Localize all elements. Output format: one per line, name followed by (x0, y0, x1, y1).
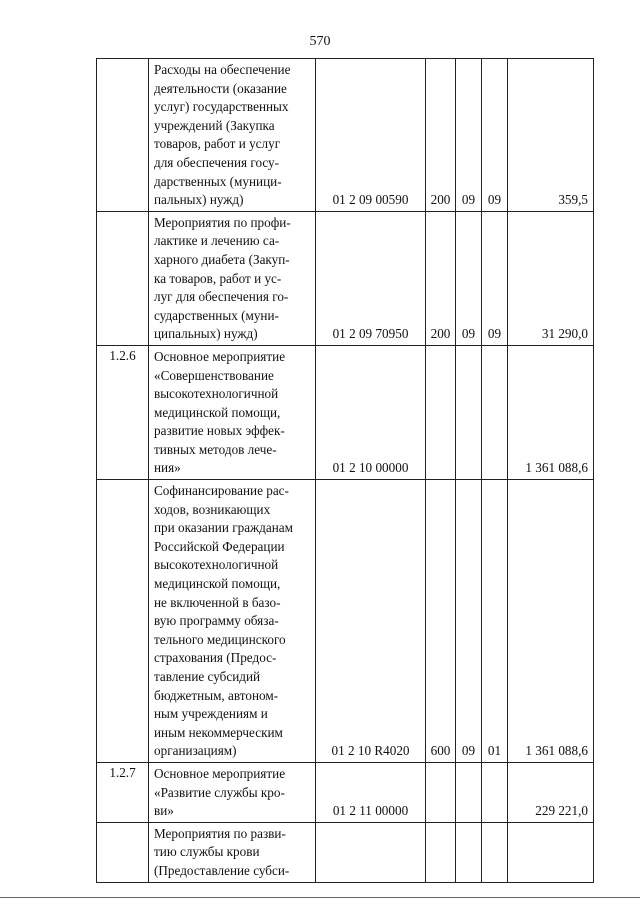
target-article-code-cell: 01 2 09 70950 (316, 211, 426, 345)
description-cell (149, 345, 316, 479)
description-line: дарственных (муници- (154, 173, 282, 189)
target-article-code-cell: 01 2 09 00590 (316, 59, 426, 212)
item-number-cell (97, 59, 149, 212)
description-cell (149, 822, 316, 882)
section-cell (456, 345, 482, 479)
description-cell (149, 211, 316, 345)
item-number-cell: 1.2.7 (97, 762, 149, 822)
description-line: Российской Федерации (154, 538, 285, 554)
description-line: для обеспечения госу- (154, 154, 280, 170)
expense-type-cell: 200 (426, 59, 456, 212)
description-line: ходов, возникающих (154, 501, 271, 517)
target-article-code-cell (316, 822, 426, 882)
table-row (97, 345, 594, 479)
description-line: иным некоммерческим (154, 724, 283, 740)
description-line: развитие новых эффек- (154, 423, 285, 439)
section-cell: 09 (456, 211, 482, 345)
expense-type-cell: 600 (426, 480, 456, 763)
subsection-cell (482, 345, 508, 479)
description-line: медицинской помощи, (154, 576, 281, 592)
target-article-code-cell: 01 2 10 00000 (316, 345, 426, 479)
description-line: высокотехнологичной (154, 557, 279, 573)
expense-type-cell (426, 822, 456, 882)
description-line: «Совершенствование (154, 367, 274, 383)
description-line: бюджетным, автоном- (154, 687, 279, 703)
expense-type-cell (426, 345, 456, 479)
description-cell (149, 762, 316, 822)
budget-table-wrapper (96, 58, 593, 883)
description-line: медицинской помощи, (154, 404, 281, 420)
description-line: харного диабета (Закуп- (154, 251, 290, 267)
table-row (97, 480, 594, 763)
description-line: услуг) государственных (154, 99, 289, 115)
amount-cell: 359,5 (508, 59, 594, 212)
description-line: ным учреждениям и (154, 706, 268, 722)
table-row (97, 211, 594, 345)
table-row (97, 822, 594, 882)
description-line: (Предоставление субси- (154, 862, 290, 878)
description-line: ка товаров, работ и ус- (154, 270, 282, 286)
description-line: ципальных) нужд) (154, 326, 258, 342)
section-cell: 09 (456, 59, 482, 212)
subsection-cell: 09 (482, 211, 508, 345)
description-line: вую программу обяза- (154, 613, 279, 629)
description-line: тавление субсидий (154, 669, 261, 684)
description-line: ния» (154, 460, 181, 476)
description-line: Мероприятия по разви- (154, 825, 286, 841)
description-line: Софинансирование рас- (154, 483, 289, 499)
description-line: организациям) (154, 743, 237, 759)
description-line: «Развитие службы кро- (154, 784, 285, 800)
description-line: не включенной в базо- (154, 594, 281, 610)
subsection-cell (482, 762, 508, 822)
description-line: высокотехнологичной (154, 386, 279, 402)
amount-cell: 1 361 088,6 (508, 345, 594, 479)
budget-table (96, 58, 594, 883)
subsection-cell: 01 (482, 480, 508, 763)
section-cell (456, 762, 482, 822)
amount-cell (508, 822, 594, 882)
table-body (97, 59, 594, 883)
description-cell (149, 59, 316, 212)
description-line: ви» (154, 803, 174, 819)
expense-type-cell (426, 762, 456, 822)
description-line: товаров, работ и услуг (154, 136, 281, 152)
description-line: пальных) нужд) (154, 192, 244, 208)
description-line: Основное мероприятие (154, 765, 286, 781)
expense-type-cell: 200 (426, 211, 456, 345)
description-line: Основное мероприятие (154, 348, 286, 364)
item-number-cell (97, 822, 149, 882)
item-number-cell: 1.2.6 (97, 345, 149, 479)
bottom-rule (0, 897, 640, 898)
table-row (97, 59, 594, 212)
amount-cell: 229 221,0 (508, 762, 594, 822)
subsection-cell: 09 (482, 59, 508, 212)
description-line: Расходы на обеспечение (154, 62, 291, 77)
description-line: при оказании гражданам (154, 520, 293, 536)
description-line: деятельности (оказание (154, 80, 287, 96)
page-number: 570 (309, 34, 331, 49)
description-line: тельного медицинского (154, 631, 286, 647)
item-number-cell (97, 480, 149, 763)
description-line: сударственных (муни- (154, 307, 279, 323)
amount-cell: 1 361 088,6 (508, 480, 594, 763)
description-line: луг для обеспечения го- (154, 289, 289, 305)
target-article-code-cell: 01 2 11 00000 (316, 762, 426, 822)
table-row (97, 762, 594, 822)
description-line: тивных методов лече- (154, 441, 277, 457)
section-cell (456, 822, 482, 882)
description-cell (149, 480, 316, 763)
item-number-cell (97, 211, 149, 345)
description-line: страхования (Предос- (154, 650, 277, 666)
description-line: Мероприятия по профи- (154, 214, 291, 230)
amount-cell: 31 290,0 (508, 211, 594, 345)
description-line: учреждений (Закупка (154, 117, 275, 133)
description-line: тию службы крови (154, 844, 260, 860)
target-article-code-cell: 01 2 10 R4020 (316, 480, 426, 763)
section-cell: 09 (456, 480, 482, 763)
subsection-cell (482, 822, 508, 882)
description-line: лактике и лечению са- (154, 233, 280, 249)
